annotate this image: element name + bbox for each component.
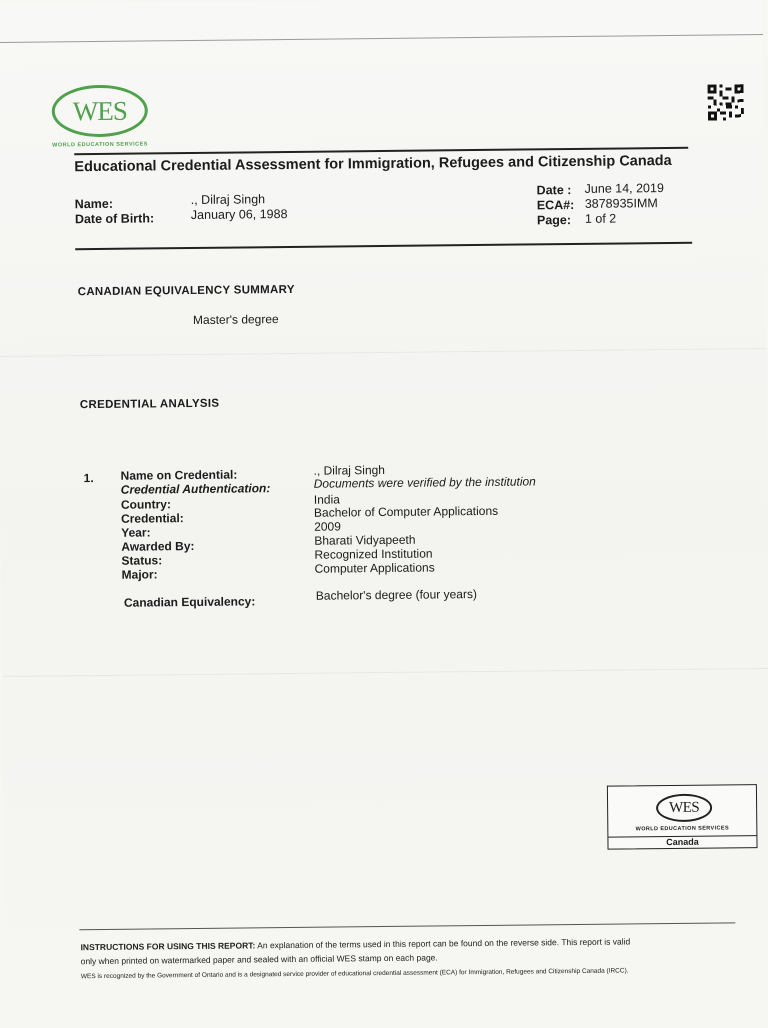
- credential-authentication-label: Credential Authentication:: [120, 481, 271, 497]
- stamp-logo-mark: WES: [668, 799, 700, 816]
- stamp-org-name: WORLD EDUCATION SERVICES: [635, 825, 730, 833]
- status-value: Recognized Institution: [314, 546, 433, 562]
- stamp-country: Canada: [666, 836, 699, 848]
- summary-equivalency: Master's degree: [192, 312, 279, 327]
- credential-value: Bachelor of Computer Applications: [313, 503, 499, 520]
- name-value: ., Dilraj Singh: [190, 192, 266, 208]
- date-label: Date :: [536, 183, 572, 198]
- report-title: Educational Credential Assessment for Immigration, Refugees and Citizenship Canada: [74, 152, 672, 176]
- name-label: Name:: [74, 196, 114, 212]
- paper-fold-line: [0, 348, 766, 357]
- credential-number: 1.: [83, 471, 94, 486]
- status-label: Status:: [121, 553, 163, 568]
- top-page-edge: [0, 34, 763, 43]
- dob-value: January 06, 1988: [190, 206, 288, 223]
- canadian-equivalency-value: Bachelor's degree (four years): [315, 587, 477, 603]
- credential-name-value: ., Dilraj Singh: [313, 462, 386, 478]
- dob-label: Date of Birth:: [74, 211, 155, 227]
- footer-rule: [79, 922, 735, 930]
- wes-stamp: [607, 784, 758, 850]
- instructions-line-2: only when printed on watermarked paper and sealed with an official WES stamp on each page.: [80, 952, 438, 967]
- major-value: Computer Applications: [314, 560, 435, 576]
- header-bottom-rule: [75, 242, 692, 250]
- credential-name-label: Name on Credential:: [120, 467, 238, 483]
- summary-heading: CANADIAN EQUIVALENCY SUMMARY: [77, 283, 295, 299]
- country-value: India: [313, 492, 340, 507]
- canadian-equivalency-label: Canadian Equivalency:: [123, 594, 256, 610]
- instructions-line-1: [80, 936, 630, 952]
- eca-number: 3878935IMM: [584, 196, 658, 211]
- credential-authentication-value: Documents were verified by the institution: [313, 474, 536, 491]
- paper-fold-line: [2, 668, 768, 677]
- qr-code-icon: [708, 84, 744, 120]
- wes-logo-mark: WES: [72, 95, 127, 126]
- country-label: Country:: [120, 497, 171, 512]
- analysis-heading: CREDENTIAL ANALYSIS: [79, 397, 220, 412]
- date-value: June 14, 2019: [584, 181, 664, 196]
- year-value: 2009: [314, 519, 341, 534]
- credential-label: Credential:: [120, 511, 184, 526]
- page-label: Page:: [536, 213, 572, 228]
- awarded-by-value: Bharati Vidyapeeth: [314, 532, 416, 548]
- instructions-label: INSTRUCTIONS FOR USING THIS REPORT:: [80, 940, 256, 953]
- page-number: 1 of 2: [584, 211, 617, 226]
- wes-logo: [52, 84, 163, 148]
- instructions-text: An explanation of the terms used in this report can be found on the reverse side. This report is valid: [255, 936, 631, 951]
- awarded-by-label: Awarded By:: [121, 538, 195, 554]
- eca-label: ECA#:: [536, 197, 575, 213]
- year-label: Year:: [121, 525, 151, 540]
- major-label: Major:: [121, 567, 158, 582]
- stamp-logo-oval: [656, 794, 712, 823]
- wes-logo-oval: [52, 84, 149, 137]
- wes-logo-tagline: WORLD EDUCATION SERVICES: [52, 141, 149, 149]
- recognition-statement: WES is recognized by the Government of Ontario and is a designated service provider of educational credential assessment (ECA) for Immigration, Refugees and Citizenship Canada (IRCC).: [80, 967, 629, 981]
